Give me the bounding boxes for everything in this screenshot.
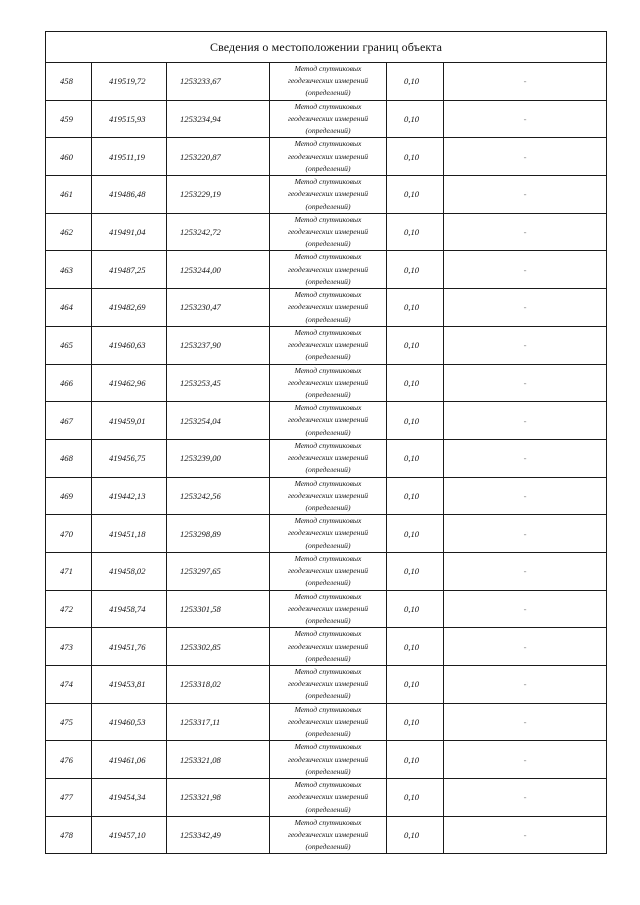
point-number: 474: [46, 666, 92, 704]
coordinate-x: 419462,96: [92, 364, 167, 402]
coordinate-x: 419458,74: [92, 590, 167, 628]
method-line: (определений): [305, 691, 351, 701]
note-value: -: [444, 477, 607, 515]
method-line: (определений): [305, 201, 351, 211]
method-line: (определений): [305, 389, 351, 399]
determination-method: [270, 402, 387, 440]
note-value: -: [444, 213, 607, 251]
coordinate-x: 419451,76: [92, 628, 167, 666]
note-value: -: [444, 703, 607, 741]
accuracy-value: 0,10: [387, 779, 444, 817]
accuracy-value: 0,10: [387, 364, 444, 402]
table-row: [46, 100, 607, 138]
coordinate-x: 419456,75: [92, 439, 167, 477]
point-number: 472: [46, 590, 92, 628]
note-value: -: [444, 628, 607, 666]
method-line: (определений): [305, 427, 351, 437]
coordinate-y: 1253301,58: [167, 590, 270, 628]
coordinate-y: 1253298,89: [167, 515, 270, 553]
determination-method: [270, 666, 387, 704]
determination-method: [270, 213, 387, 251]
method-line: (определений): [305, 616, 351, 626]
method-line: (определений): [305, 540, 351, 550]
point-number: 463: [46, 251, 92, 289]
point-number: 478: [46, 816, 92, 854]
method-line: геодезических измерений: [287, 829, 369, 839]
method-line: геодезических измерений: [287, 76, 369, 86]
coordinate-y: 1253237,90: [167, 326, 270, 364]
coordinate-y: 1253239,00: [167, 439, 270, 477]
point-number: 469: [46, 477, 92, 515]
accuracy-value: 0,10: [387, 402, 444, 440]
point-number: 475: [46, 703, 92, 741]
method-line: геодезических измерений: [287, 716, 369, 726]
method-line: геодезических измерений: [287, 528, 369, 538]
determination-method: [270, 741, 387, 779]
method-line: (определений): [305, 578, 351, 588]
table-row: [46, 251, 607, 289]
coordinate-y: 1253317,11: [167, 703, 270, 741]
note-value: -: [444, 176, 607, 214]
accuracy-value: 0,10: [387, 326, 444, 364]
method-line: (определений): [305, 842, 351, 852]
note-value: -: [444, 666, 607, 704]
method-line: (определений): [305, 766, 351, 776]
point-number: 462: [46, 213, 92, 251]
table-row: [46, 590, 607, 628]
method-line: Метод спутниковых: [294, 629, 362, 639]
accuracy-value: 0,10: [387, 63, 444, 101]
determination-method: [270, 552, 387, 590]
coordinate-y: 1253230,47: [167, 289, 270, 327]
note-value: -: [444, 63, 607, 101]
method-line: геодезических измерений: [287, 340, 369, 350]
table-row: [46, 515, 607, 553]
point-number: 461: [46, 176, 92, 214]
table-row: [46, 628, 607, 666]
point-number: 464: [46, 289, 92, 327]
method-line: геодезических измерений: [287, 226, 369, 236]
coordinate-y: 1253318,02: [167, 666, 270, 704]
coordinate-x: 419461,06: [92, 741, 167, 779]
coordinate-y: 1253220,87: [167, 138, 270, 176]
determination-method: [270, 703, 387, 741]
coordinate-y: 1253233,67: [167, 63, 270, 101]
determination-method: [270, 439, 387, 477]
note-value: -: [444, 364, 607, 402]
accuracy-value: 0,10: [387, 666, 444, 704]
method-line: (определений): [305, 729, 351, 739]
coordinate-y: 1253297,65: [167, 552, 270, 590]
determination-method: [270, 100, 387, 138]
point-number: 470: [46, 515, 92, 553]
coordinate-x: 419459,01: [92, 402, 167, 440]
method-line: геодезических измерений: [287, 641, 369, 651]
coordinate-y: 1253254,04: [167, 402, 270, 440]
method-line: Метод спутниковых: [294, 290, 362, 300]
method-line: Метод спутниковых: [294, 365, 362, 375]
method-line: Метод спутниковых: [294, 440, 362, 450]
method-line: геодезических измерений: [287, 189, 369, 199]
method-line: Метод спутниковых: [294, 327, 362, 337]
determination-method: [270, 364, 387, 402]
method-line: (определений): [305, 465, 351, 475]
method-line: геодезических измерений: [287, 566, 369, 576]
point-number: 466: [46, 364, 92, 402]
coordinate-x: 419458,02: [92, 552, 167, 590]
table-row: [46, 816, 607, 854]
method-line: Метод спутниковых: [294, 516, 362, 526]
note-value: -: [444, 138, 607, 176]
determination-method: [270, 477, 387, 515]
point-number: 458: [46, 63, 92, 101]
method-line: (определений): [305, 88, 351, 98]
coordinate-y: 1253244,00: [167, 251, 270, 289]
accuracy-value: 0,10: [387, 741, 444, 779]
table-row: [46, 326, 607, 364]
coordinate-x: 419454,34: [92, 779, 167, 817]
method-line: геодезических измерений: [287, 792, 369, 802]
point-number: 473: [46, 628, 92, 666]
note-value: -: [444, 289, 607, 327]
method-line: Метод спутниковых: [294, 478, 362, 488]
method-line: Метод спутниковых: [294, 704, 362, 714]
coordinate-y: 1253253,45: [167, 364, 270, 402]
table-row: [46, 402, 607, 440]
document-page: [45, 31, 606, 854]
accuracy-value: 0,10: [387, 703, 444, 741]
accuracy-value: 0,10: [387, 439, 444, 477]
method-line: геодезических измерений: [287, 754, 369, 764]
note-value: -: [444, 515, 607, 553]
note-value: -: [444, 251, 607, 289]
table-title: Сведения о местоположении границ объекта: [46, 32, 607, 63]
coordinate-x: 419519,72: [92, 63, 167, 101]
method-line: (определений): [305, 126, 351, 136]
coordinate-x: 419453,81: [92, 666, 167, 704]
point-number: 459: [46, 100, 92, 138]
accuracy-value: 0,10: [387, 289, 444, 327]
method-line: Метод спутниковых: [294, 817, 362, 827]
method-line: геодезических измерений: [287, 113, 369, 123]
coordinate-y: 1253342,49: [167, 816, 270, 854]
table-body: [46, 32, 607, 854]
point-number: 467: [46, 402, 92, 440]
accuracy-value: 0,10: [387, 176, 444, 214]
coordinate-x: 419460,53: [92, 703, 167, 741]
method-line: Метод спутниковых: [294, 139, 362, 149]
determination-method: [270, 289, 387, 327]
method-line: Метод спутниковых: [294, 780, 362, 790]
accuracy-value: 0,10: [387, 138, 444, 176]
determination-method: [270, 590, 387, 628]
coordinate-x: 419482,69: [92, 289, 167, 327]
method-line: Метод спутниковых: [294, 101, 362, 111]
method-line: (определений): [305, 653, 351, 663]
accuracy-value: 0,10: [387, 515, 444, 553]
coordinate-x: 419515,93: [92, 100, 167, 138]
point-number: 471: [46, 552, 92, 590]
accuracy-value: 0,10: [387, 251, 444, 289]
table-row: [46, 779, 607, 817]
table-row: [46, 666, 607, 704]
note-value: -: [444, 779, 607, 817]
point-number: 460: [46, 138, 92, 176]
method-line: геодезических измерений: [287, 302, 369, 312]
method-line: (определений): [305, 352, 351, 362]
method-line: Метод спутниковых: [294, 177, 362, 187]
table-row: [46, 63, 607, 101]
point-number: 476: [46, 741, 92, 779]
table-row: [46, 741, 607, 779]
method-line: (определений): [305, 314, 351, 324]
coordinate-y: 1253242,56: [167, 477, 270, 515]
determination-method: [270, 515, 387, 553]
table-row: [46, 289, 607, 327]
note-value: -: [444, 402, 607, 440]
method-line: геодезических измерений: [287, 377, 369, 387]
table-title-row: [46, 32, 607, 63]
accuracy-value: 0,10: [387, 100, 444, 138]
table-row: [46, 176, 607, 214]
coordinate-x: 419442,13: [92, 477, 167, 515]
method-line: (определений): [305, 503, 351, 512]
coordinate-y: 1253321,08: [167, 741, 270, 779]
method-line: геодезических измерений: [287, 453, 369, 463]
note-value: -: [444, 439, 607, 477]
boundary-coordinates-table: [45, 31, 607, 854]
determination-method: [270, 138, 387, 176]
method-line: геодезических измерений: [287, 679, 369, 689]
table-row: [46, 138, 607, 176]
determination-method: [270, 816, 387, 854]
method-line: Метод спутниковых: [294, 591, 362, 601]
method-line: геодезических измерений: [287, 490, 369, 500]
method-line: (определений): [305, 276, 351, 286]
accuracy-value: 0,10: [387, 552, 444, 590]
coordinate-x: 419486,48: [92, 176, 167, 214]
coordinate-y: 1253242,72: [167, 213, 270, 251]
method-line: Метод спутниковых: [294, 252, 362, 262]
table-row: [46, 703, 607, 741]
method-line: геодезических измерений: [287, 264, 369, 274]
method-line: (определений): [305, 163, 351, 173]
determination-method: [270, 251, 387, 289]
note-value: -: [444, 552, 607, 590]
method-line: геодезических измерений: [287, 415, 369, 425]
accuracy-value: 0,10: [387, 477, 444, 515]
point-number: 465: [46, 326, 92, 364]
note-value: -: [444, 741, 607, 779]
method-line: (определений): [305, 804, 351, 814]
coordinate-y: 1253234,94: [167, 100, 270, 138]
coordinate-x: 419457,10: [92, 816, 167, 854]
note-value: -: [444, 816, 607, 854]
note-value: -: [444, 100, 607, 138]
method-line: Метод спутниковых: [294, 214, 362, 224]
coordinate-x: 419491,04: [92, 213, 167, 251]
accuracy-value: 0,10: [387, 213, 444, 251]
method-line: геодезических измерений: [287, 603, 369, 613]
accuracy-value: 0,10: [387, 590, 444, 628]
table-row: [46, 477, 607, 515]
method-line: (определений): [305, 239, 351, 249]
table-row: [46, 364, 607, 402]
coordinate-y: 1253321,98: [167, 779, 270, 817]
determination-method: [270, 326, 387, 364]
method-line: Метод спутниковых: [294, 667, 362, 677]
determination-method: [270, 176, 387, 214]
coordinate-y: 1253229,19: [167, 176, 270, 214]
method-line: Метод спутниковых: [294, 553, 362, 563]
determination-method: [270, 628, 387, 666]
table-row: [46, 439, 607, 477]
coordinate-x: 419460,63: [92, 326, 167, 364]
method-line: Метод спутниковых: [294, 403, 362, 413]
method-line: Метод спутниковых: [294, 742, 362, 752]
coordinate-y: 1253302,85: [167, 628, 270, 666]
accuracy-value: 0,10: [387, 816, 444, 854]
determination-method: [270, 63, 387, 101]
method-line: геодезических измерений: [287, 151, 369, 161]
determination-method: [270, 779, 387, 817]
coordinate-x: 419511,19: [92, 138, 167, 176]
accuracy-value: 0,10: [387, 628, 444, 666]
coordinate-x: 419487,25: [92, 251, 167, 289]
note-value: -: [444, 326, 607, 364]
table-row: [46, 213, 607, 251]
coordinate-x: 419451,18: [92, 515, 167, 553]
note-value: -: [444, 590, 607, 628]
method-line: Метод спутниковых: [294, 64, 362, 74]
point-number: 468: [46, 439, 92, 477]
point-number: 477: [46, 779, 92, 817]
table-row: [46, 552, 607, 590]
